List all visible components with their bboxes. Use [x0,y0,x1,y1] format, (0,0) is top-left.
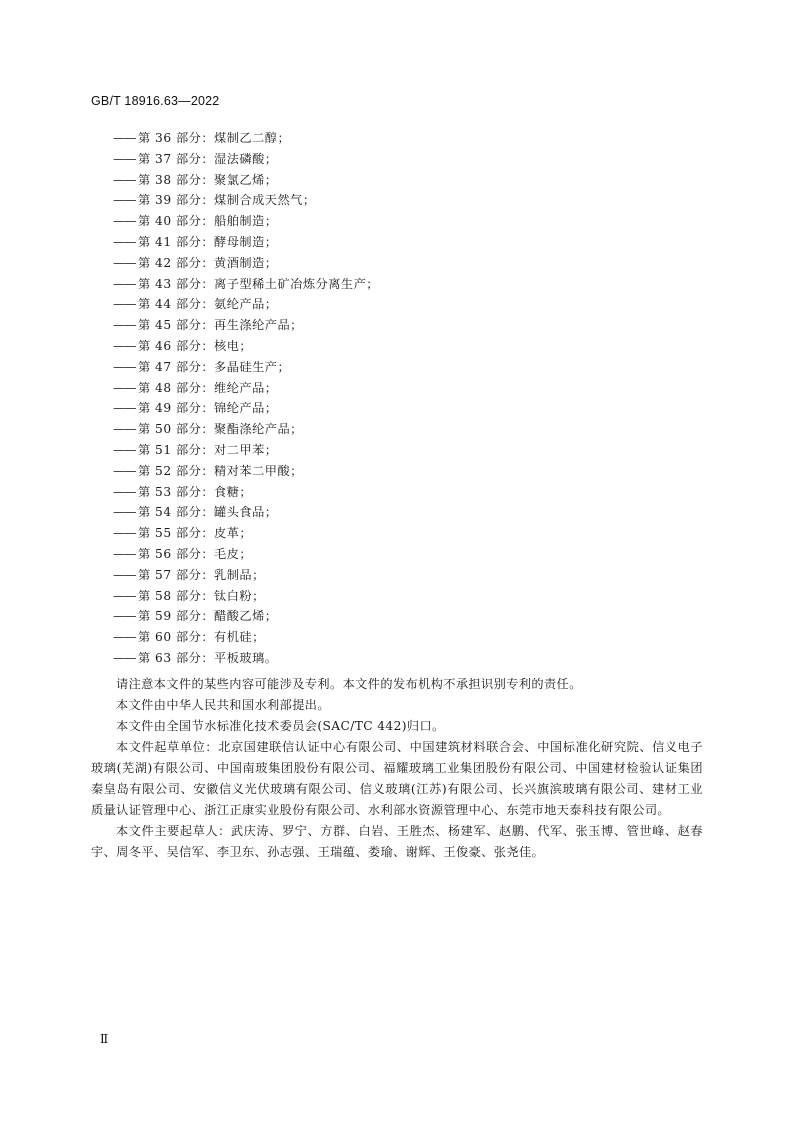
list-item [113,211,379,232]
list-item [113,648,379,669]
list-item-text: 第 36 部分：煤制乙二醇； [138,131,291,145]
list-item [113,357,379,378]
list-item [113,440,379,461]
list-item-text: 第 57 部分：乳制品； [138,567,265,582]
list-item [113,586,379,607]
page-number: Ⅱ [100,1032,109,1046]
list-item-text: 第 39 部分：煤制合成天然气； [138,193,316,208]
list-item-text: 第 46 部分：核电； [138,338,253,353]
list-dash: —— [113,297,136,312]
list-dash: —— [113,276,136,291]
list-item [113,378,379,399]
list-dash: —— [113,463,136,478]
list-dash: —— [113,484,136,499]
list-item-text: 第 44 部分：氨纶产品； [138,297,278,312]
list-item [113,170,379,191]
list-dash: —— [113,193,136,208]
list-dash: —— [113,609,136,624]
list-item-text: 第 49 部分：锦纶产品； [138,401,278,416]
list-item-text: 第 40 部分：船舶制造； [138,214,278,229]
list-item [113,482,379,503]
standard-number-header: GB/T 18916.63—2022 [91,94,220,108]
list-item [113,336,379,357]
list-item [113,253,379,274]
list-item-text: 第 51 部分：对二甲苯； [138,442,278,457]
list-item [113,232,379,253]
main-drafters-paragraph: 本文件主要起草人：武庆涛、罗宁、方群、白岩、王胜杰、杨建军、赵鹏、代军、张玉博、管世峰、赵春宇、周冬平、吴信军、李卫东、孙志强、王瑞蕴、娄瑜、谢辉、王俊豪、张尧佳。 [91,824,703,859]
list-dash: —— [113,526,136,541]
list-item-text: 第 55 部分：皮革； [138,526,253,541]
list-item-text: 第 54 部分：罐头食品； [138,505,278,520]
list-item [113,149,379,170]
list-item-text: 第 58 部分：钛白粉； [138,588,265,603]
list-dash: —— [113,401,136,416]
list-dash: —— [113,588,136,603]
list-dash: —— [113,359,136,374]
list-item-text: 第 48 部分：维纶产品； [138,380,278,395]
list-item [113,419,379,440]
list-dash: —— [113,380,136,395]
list-dash: —— [113,505,136,520]
list-dash: —— [113,255,136,270]
list-item [113,523,379,544]
list-dash: —— [113,172,136,187]
list-dash: —— [113,151,136,166]
list-item-text: 第 38 部分：聚氯乙烯； [138,172,278,187]
list-dash: —— [113,567,136,582]
list-item-text: 第 56 部分：毛皮； [138,546,253,561]
list-dash: —— [113,442,136,457]
patent-notice-paragraph: 请注意本文件的某些内容可能涉及专利。本文件的发布机构不承担识别专利的责任。 [116,677,582,691]
foreword-body [91,674,703,863]
list-item [113,606,379,627]
list-dash: —— [113,234,136,249]
list-dash: —— [113,650,136,665]
list-item [113,565,379,586]
list-item [113,274,379,295]
list-item-text: 第 42 部分：黄酒制造； [138,255,278,270]
list-item [113,627,379,648]
list-item [113,544,379,565]
list-dash: —— [113,214,136,229]
list-item-text: 第 43 部分：离子型稀土矿冶炼分离生产； [138,276,379,291]
list-item-text: 第 63 部分：平板玻璃。 [138,650,278,665]
list-dash: —— [113,338,136,353]
centralized-by-paragraph: 本文件由全国节水标准化技术委员会(SAC/TC 442)归口。 [116,719,445,733]
list-item-text: 第 45 部分：再生涤纶产品； [138,318,303,333]
list-dash: —— [113,422,136,437]
list-dash: —— [113,131,136,145]
parts-list [113,128,379,669]
list-item-text: 第 37 部分：湿法磷酸； [138,151,278,166]
list-item-text: 第 47 部分：多晶硅生产； [138,359,291,374]
list-item-text: 第 52 部分：精对苯二甲酸； [138,463,303,478]
list-dash: —— [113,546,136,561]
list-dash: —— [113,630,136,645]
list-item [113,502,379,523]
list-item-text: 第 59 部分：醋酸乙烯； [138,609,278,624]
list-item-text: 第 53 部分：食糖； [138,484,253,499]
list-item-text: 第 50 部分：聚酯涤纶产品； [138,422,303,437]
proposed-by-paragraph: 本文件由中华人民共和国水利部提出。 [116,698,330,712]
list-item [113,294,379,315]
list-item [113,461,379,482]
list-item [113,398,379,419]
drafting-units-paragraph: 本文件起草单位：北京国建联信认证中心有限公司、中国建筑材料联合会、中国标准化研究院、信义电子玻璃(芜湖)有限公司、中国南玻集团股份有限公司、福耀玻璃工业集团股份有限公司、中国建材检验认证集团秦皇岛有限公司、安徽信义光伏玻璃有限公司、信义玻璃(江苏)有限公司、长兴旗滨玻璃有限公司、建材工业质量认证管理中心、浙江正康实业股份有限公司、水利部水资源管理中心、东莞市地天泰科技有限公司。 [91,740,703,817]
list-item [113,128,379,149]
list-item-text: 第 60 部分：有机硅； [138,630,265,645]
list-dash: —— [113,318,136,333]
list-item [113,190,379,211]
list-item-text: 第 41 部分：酵母制造； [138,234,278,249]
list-item [113,315,379,336]
